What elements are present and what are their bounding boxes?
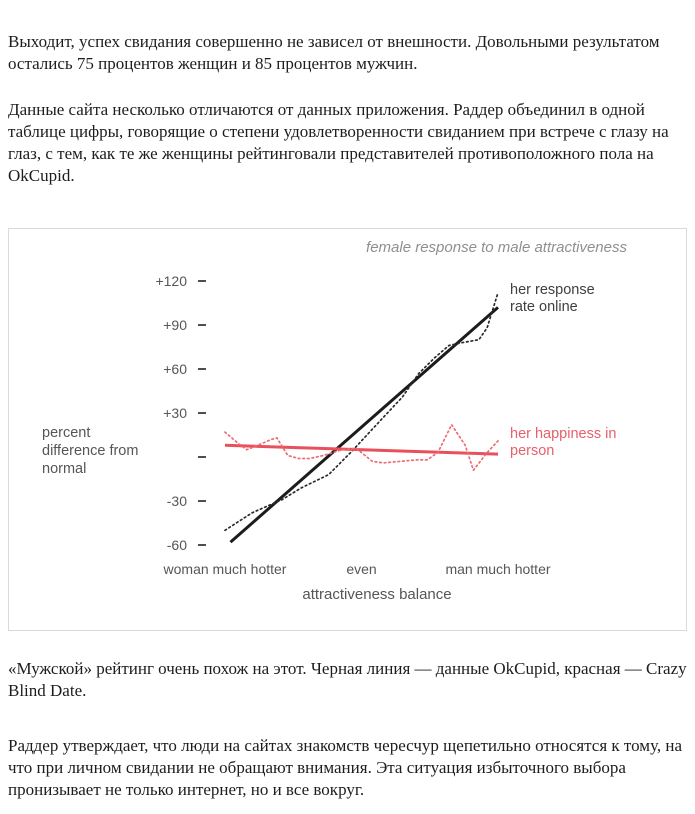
x-tick-label: woman much hotter — [163, 561, 287, 577]
x-tick-label: man much hotter — [445, 561, 551, 577]
x-axis-label: attractiveness balance — [302, 586, 452, 603]
y-tick-label: -30 — [166, 493, 187, 509]
y-tick-label: -60 — [166, 537, 187, 553]
body-paragraph: Данные сайта несколько отличаются от данных приложения. Раддер объединил в одной таблице цифры, говорящие о степени удовлетворенности свиданием при встрече с глазу на глаз, с тем, как те же женщины рейтинговали представителей противоположного пола на OkCupid. — [8, 100, 669, 185]
body-paragraph: Выходит, успех свидания совершенно не зависел от внешности. Довольными результатом остались 75 процентов женщин и 85 процентов мужчин. — [8, 32, 660, 73]
chart-figure — [8, 228, 687, 631]
y-tick-label: +120 — [155, 273, 187, 289]
happiness-label: her happiness in person — [510, 426, 617, 459]
response-label: her response rate online — [510, 282, 595, 315]
y-tick-label: +30 — [163, 405, 187, 421]
x-tick-label: even — [346, 561, 377, 577]
y-tick-label: +90 — [163, 317, 187, 333]
body-paragraph: «Мужской» рейтинг очень похож на этот. Черная линия — данные OkCupid, красная — Crazy Blind Date. — [8, 659, 687, 700]
series-response-observed — [225, 293, 498, 531]
body-paragraph: Раддер утверждает, что люди на сайтах знакомств чересчур щепетильно относятся к тому, на что при личном свидании не обращают внимания. Эта ситуация избыточного выбора пронизывает не только интернет, но и все вокруг. — [8, 736, 683, 799]
series-response-trend — [231, 307, 499, 542]
y-axis-label: percent difference from normal — [42, 425, 139, 477]
y-tick-label: +60 — [163, 361, 187, 377]
chart-title: female response to male attractiveness — [366, 239, 627, 256]
